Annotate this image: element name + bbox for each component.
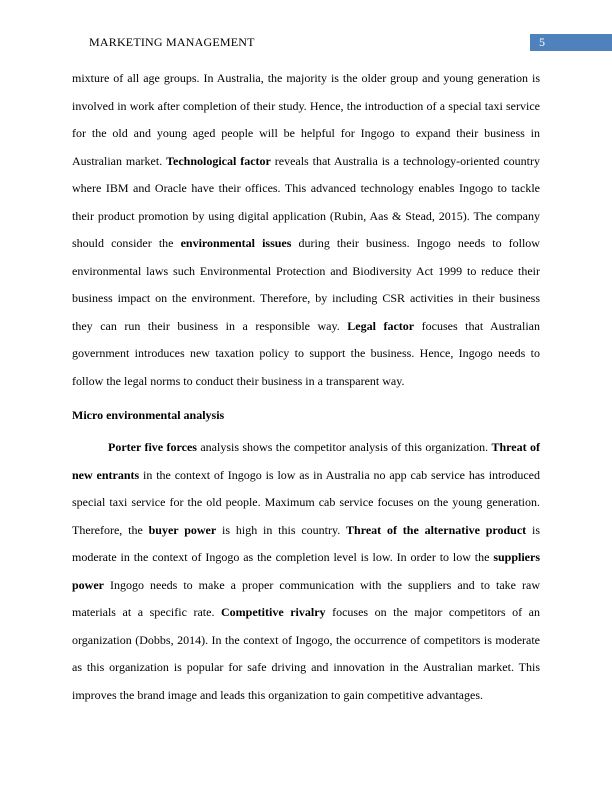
text-run: focuses on the major competitors of an organization (Dobbs, 2014). In the context of Ingogo, the occurrence of competitors is moderate as this organization is popular for safe driving and innovation in the Australian market. This improves the brand image and leads this organization to gain competitive advantages. — [72, 605, 541, 702]
body-paragraph-porter — [72, 434, 540, 709]
bold-term-competitive-rivalry: Competitive rivalry — [221, 605, 326, 619]
bold-term-legal-factor: Legal factor — [347, 318, 415, 333]
text-run: during their business. Ingogo needs to follow environmental laws such Environmental Protection and Biodiversity Act 1999 to reduce their business impact on the environment. Therefore, by including CSR activities in their business they can run their business in a responsible way. — [72, 236, 540, 333]
text-run: reveals that Australia is a technology-oriented country where IBM and Oracle have their offices. This advanced technology enables Ingogo to tackle their product promotion by using digital application (Rubin, Aas & Stead, 2015). The company should consider the — [72, 153, 540, 250]
text-run: analysis shows the competitor analysis of this organization. — [196, 440, 492, 454]
text-run: is moderate in the context of Ingogo as the completion level is low. In order to low the — [72, 522, 541, 564]
bold-term-threat-of-alternative-product: Threat of the alternative product — [346, 522, 527, 537]
bold-term-porter-five-forces: Porter five forces — [108, 440, 197, 454]
bold-term-technological-factor: Technological factor — [166, 153, 271, 168]
text-run: focuses that Australian government introduces new taxation policy to support the business. Hence, Ingogo needs to follow the legal norms to conduct their business in a transparent way. — [72, 318, 541, 388]
bold-term-buyer-power: buyer power — [148, 522, 217, 537]
page-number: 5 — [539, 35, 545, 49]
text-run: is high in this country. — [216, 522, 347, 537]
section-heading: Micro environmental analysis — [72, 408, 225, 422]
running-header: MARKETING MANAGEMENT — [89, 35, 255, 49]
bold-term-suppliers-power: suppliers power — [72, 550, 540, 592]
text-run: in the context of Ingogo is low as in Australia no app cab service has introduced special taxi service for the old people. Maximum cab service focuses on the young generation. Therefore, the — [72, 467, 541, 537]
page-number-badge — [530, 34, 612, 51]
body-paragraph-pest — [72, 65, 540, 395]
text-run: mixture of all age groups. In Australia, the majority is the older group and young generation is involved in work after completion of their study. Hence, the introduction of a special taxi service for the old and young aged people will be helpful for Ingogo to expand their business in Australian market. — [72, 71, 540, 168]
bold-term-threat-of-new-entrants: Threat of new entrants — [72, 440, 540, 482]
text-run: Ingogo needs to make a proper communication with the suppliers and to take raw materials at a specific rate. — [72, 577, 540, 619]
bold-term-environmental-issues: environmental issues — [180, 236, 292, 250]
